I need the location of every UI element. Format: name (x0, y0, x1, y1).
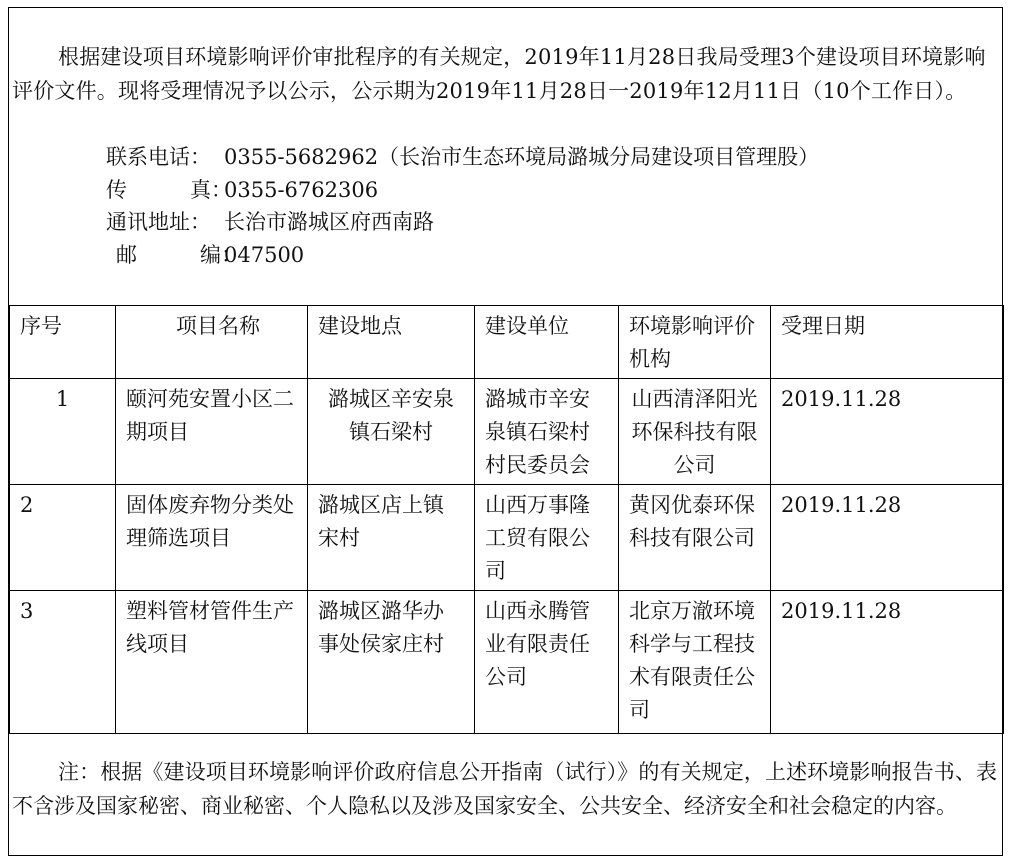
note-section (12, 755, 997, 823)
header-location: 建设地点 (308, 306, 475, 379)
header-builder: 建设单位 (475, 306, 619, 379)
row-builder: 山西永腾管业有限责任公司 (475, 591, 619, 734)
contact-address (106, 206, 434, 238)
zip-label: 邮 编： (116, 243, 242, 267)
note-text: 注：根据《建设项目环境影响评价政府信息公开指南（试行）》的有关规定，上述环境影响报告书、表不含涉及国家秘密、商业秘密、个人隐私以及涉及国家安全、公共安全、经济安全和社会稳定的内容。 (12, 760, 997, 818)
row-project-name: 塑料管材管件生产线项目 (116, 591, 308, 734)
row-index: 2 (10, 485, 116, 591)
row-eia-agency: 山西清泽阳光环保科技有限公司 (619, 379, 771, 485)
row-date: 2019.11.28 (771, 379, 1004, 485)
zip-value: 047500 (224, 243, 305, 267)
header-date: 受理日期 (771, 306, 1004, 379)
address-label: 通讯地址： (106, 210, 211, 234)
table-row (10, 591, 1004, 734)
row-eia-agency: 北京万澈环境科学与工程技术有限责任公司 (619, 591, 771, 734)
row-location: 潞城区潞华办事处侯家庄村 (308, 591, 475, 734)
row-location: 潞城区辛安泉镇石梁村 (308, 379, 475, 485)
header-project-name: 项目名称 (116, 306, 308, 379)
contact-fax (106, 174, 378, 206)
header-index: 序号 (10, 306, 116, 379)
row-eia-agency: 黄冈优泰环保科技有限公司 (619, 485, 771, 591)
project-table (9, 305, 1004, 734)
intro-section (12, 40, 997, 108)
phone-value: 0355-5682962（长治市生态环境局潞城分局建设项目管理股） (224, 145, 820, 169)
table-row (10, 379, 1004, 485)
contact-zip (116, 239, 304, 271)
row-date: 2019.11.28 (771, 485, 1004, 591)
contact-phone (106, 141, 819, 173)
row-location: 潞城区店上镇宋村 (308, 485, 475, 591)
row-project-name: 固体废弃物分类处理筛选项目 (116, 485, 308, 591)
row-index: 3 (10, 591, 116, 734)
address-value: 长治市潞城区府西南路 (224, 210, 434, 234)
row-date: 2019.11.28 (771, 591, 1004, 734)
phone-label: 联系电话： (106, 145, 211, 169)
table-row (10, 485, 1004, 591)
row-project-name: 颐河苑安置小区二期项目 (116, 379, 308, 485)
row-builder: 潞城市辛安泉镇石梁村村民委员会 (475, 379, 619, 485)
row-builder: 山西万事隆工贸有限公司 (475, 485, 619, 591)
fax-label: 传 真： (106, 178, 232, 202)
row-index: 1 (10, 379, 116, 485)
header-eia-agency: 环境影响评价机构 (619, 306, 771, 379)
fax-value: 0355-6762306 (224, 178, 379, 202)
table-header-row (10, 306, 1004, 379)
intro-paragraph: 根据建设项目环境影响评价审批程序的有关规定，2019年11月28日我局受理3个建设项目环境影响评价文件。现将受理情况予以公示，公示期为2019年11月28日一2019年12月11日（10个工作日）。 (12, 45, 986, 103)
